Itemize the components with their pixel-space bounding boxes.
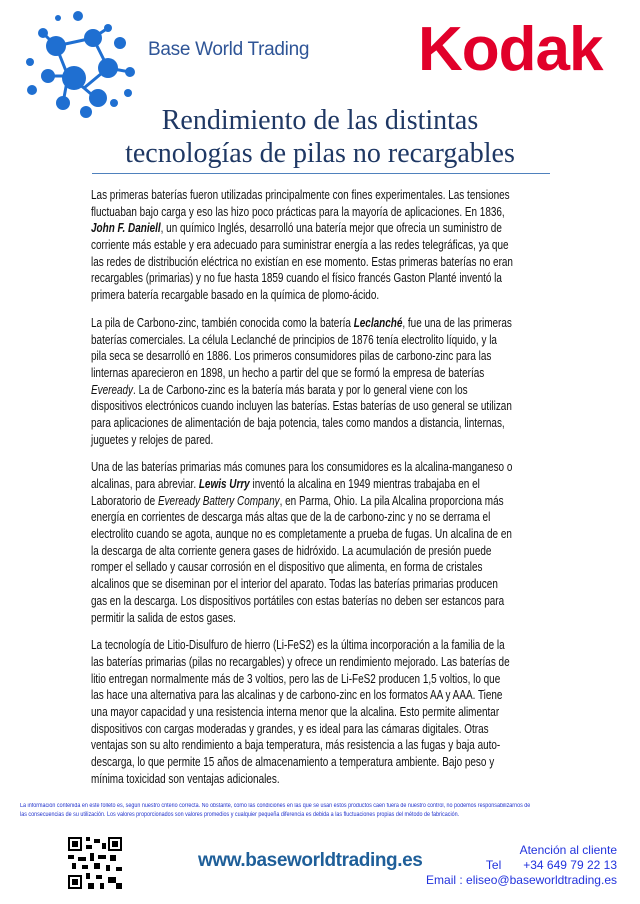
text-line <box>91 270 513 287</box>
qr-code-icon[interactable] <box>68 837 122 889</box>
text-segment: , fue una de las primeras <box>402 315 512 330</box>
text-segment: Laboratorio de <box>91 493 158 508</box>
text-line <box>91 687 513 704</box>
text-line <box>91 704 513 721</box>
contact-heading: Atención al cliente <box>519 843 617 857</box>
emphasized-name: Leclanché <box>353 315 403 330</box>
title-divider <box>92 173 550 174</box>
text-segment: las redes de distribución eléctrica no existían en ese momento. Estas primeras baterías no eran <box>91 254 513 269</box>
text-line <box>91 610 513 627</box>
text-segment: dispositivos con cargas moderadas y grandes, y es ideal para las cámaras digitales. Otras <box>91 721 489 736</box>
text-segment: permitir la salida de estos gases. <box>91 610 236 625</box>
italic-text: Eveready Battery Company <box>157 493 280 508</box>
text-line <box>91 559 513 576</box>
text-segment: dispositivos electrónicos cuando incluyen las baterías. Estas baterías de uso general se utilizan <box>91 399 512 414</box>
disclaimer <box>20 802 596 820</box>
contact-tel <box>426 858 617 873</box>
text-segment: mínima toxicidad son ventajas adicionales. <box>91 771 280 786</box>
tel-label: Tel <box>485 858 502 872</box>
article-body <box>91 187 513 798</box>
text-segment: pila seca se desarrolló en 1886. Los primeros consumidores pilas de carbono-zinc para las <box>91 349 492 364</box>
text-line <box>91 737 513 754</box>
text-line <box>91 543 513 560</box>
text-line <box>91 415 513 432</box>
disclaimer-line-1: La información contenida en este folleto es, según nuestro criterio correcta. No obstante, como las condiciones en las que se usan estos productos caen fuera de nuestro control, no podemos responsabilizarnos de <box>20 803 531 809</box>
base-world-trading-logo-icon <box>18 8 142 118</box>
text-segment: una mayor capacidad y una resistencia interna menor que la alcalina. Esto permite alimentar <box>91 704 500 719</box>
text-line <box>91 671 513 688</box>
company-name: Base World Trading <box>148 39 310 60</box>
text-line <box>91 576 513 593</box>
text-line <box>91 432 513 449</box>
text-line <box>91 348 513 365</box>
paragraph <box>91 187 513 304</box>
kodak-logo: Kodak <box>418 15 603 84</box>
text-segment: la descarga de alta corriente genera gases de hidróxido. La acumulación de presión puede <box>91 543 492 558</box>
paragraph <box>91 315 513 449</box>
text-line <box>91 459 513 476</box>
text-line <box>91 509 513 526</box>
text-segment: inventó la alcalina en 1949 mientras trabajaba en el <box>249 477 480 491</box>
text-segment: ventajas son su alto rendimiento a baja temperatura, más resistencia a las fugas y baja auto- <box>91 738 501 753</box>
paragraph <box>91 459 513 626</box>
text-line <box>91 771 513 788</box>
emphasized-name: Lewis Urry <box>198 477 250 491</box>
text-line <box>91 287 513 304</box>
text-segment: alcalinas, para abreviar. <box>91 477 199 491</box>
text-segment: recargables (primarias) y no fue hasta 1859 cuando el físico francés Gaston Planté inventó la <box>91 271 502 286</box>
text-line <box>91 254 513 271</box>
text-line <box>91 721 513 738</box>
text-line <box>91 526 513 543</box>
italic-text: Eveready <box>91 382 134 397</box>
text-segment: La pila de Carbono-zinc, también conocida como la batería <box>91 315 354 330</box>
text-line <box>91 593 513 610</box>
text-segment: para aplicaciones de alimentación de baja potencia, tales como mandos a distancia, linternas, <box>91 415 505 430</box>
text-line <box>91 637 513 654</box>
text-line <box>91 476 513 493</box>
text-segment: Una de las baterías primarias más comunes para los consumidores es la alcalina-manganeso o <box>91 460 513 475</box>
text-line <box>91 365 513 382</box>
text-segment: , en Parma, Ohio. La pila Alcalina proporciona más <box>279 493 504 508</box>
text-segment: juguetes y relojes de pared. <box>91 432 214 447</box>
text-segment: descarga, lo que permite 15 años de almacenamiento a temperatura ambiente. Bajo peso y <box>91 755 495 769</box>
website-link[interactable]: www.baseworldtrading.es <box>198 850 423 871</box>
text-segment: las baterías primarias (pilas no recargables) y ofrece un rendimiento mejorado. Las baterías de <box>91 654 510 669</box>
contact-info <box>426 843 617 888</box>
text-segment: corriente más estable y era adecuado para suministrar energía a las redes telegráficas, ya que <box>91 238 509 253</box>
text-segment: baterías comerciales. La célula Leclanché de principios de 1876 tenía electrolito líquido, y la <box>91 332 497 347</box>
text-segment: alcalinos que se diseminan por el interior del aparato. Todas las baterías primarias producen <box>91 577 498 592</box>
text-segment: , un químico Inglés, desarrolló una batería mejor que ofrecia un suministro de <box>160 221 502 236</box>
contact-email[interactable]: Email : eliseo@baseworldtrading.es <box>426 873 617 887</box>
text-segment: energía en corrientes de descarga más altas que de la de carbono-zinc y no se derrama el <box>91 510 491 525</box>
text-line <box>91 493 513 510</box>
text-line <box>91 204 513 221</box>
title-line-2: tecnologías de pilas no recargables <box>125 138 515 169</box>
page-title <box>40 104 600 170</box>
text-segment: Las primeras baterías fueron utilizadas principalmente con fines experimentales. Las tensiones <box>91 188 510 202</box>
text-segment: La tecnología de Litio-Disulfuro de hierro (Li-FeS2) es la última incorporación a la familia de la <box>91 638 505 653</box>
text-segment: . La de Carbono-zinc es la batería más barata y por lo general viene con los <box>133 382 468 397</box>
title-line-1: Rendimiento de las distintas <box>161 105 479 136</box>
text-line <box>91 237 513 254</box>
text-segment: primera batería recargable basado en la química de plomo-ácido. <box>91 288 380 303</box>
text-line <box>91 754 513 771</box>
disclaimer-line-2: las consecuencias de su utilización. Los valores proporcionados son valores promedios y cualquier pequeña diferencia es debida a las fluctuaciones propias del método de fabricación. <box>20 812 460 818</box>
text-line <box>91 187 513 204</box>
text-segment: linternas aparecieron en 1898, un hecho a partir del que se formó la empresa de baterías <box>91 365 485 380</box>
tel-value[interactable]: +34 649 79 22 13 <box>523 858 617 872</box>
text-line <box>91 398 513 415</box>
text-line <box>91 382 513 399</box>
text-line <box>91 315 513 332</box>
emphasized-name: John F. Daniell <box>91 221 161 236</box>
text-line <box>91 332 513 349</box>
text-segment: las hace una alternativa para las alcalinas y de carbono-zinc en los formatos AA y AAA. Tiene <box>91 688 503 703</box>
text-segment: romper el sellado y causar corrosión en el dispositivo que alimenta, en forma de cristales <box>91 560 483 575</box>
text-line <box>91 220 513 237</box>
text-segment: gas en la descarga. Los dispositivos portátiles con estas baterías no deben ser estancos para <box>91 593 505 608</box>
text-segment: fluctuaban bajo carga y eso las hizo poco prácticas para la mayoría de aplicaciones. En 1836, <box>91 204 505 219</box>
text-segment: litio entregan normalmente más de 3 voltios, pero las de Li-FeS2 producen 1,5 voltios, lo que <box>91 671 501 686</box>
text-line <box>91 654 513 671</box>
text-segment: electrolito cuando se agota, aunque no es completamente a prueba de fugas. Un alcalina de en <box>91 527 512 542</box>
paragraph <box>91 637 513 787</box>
